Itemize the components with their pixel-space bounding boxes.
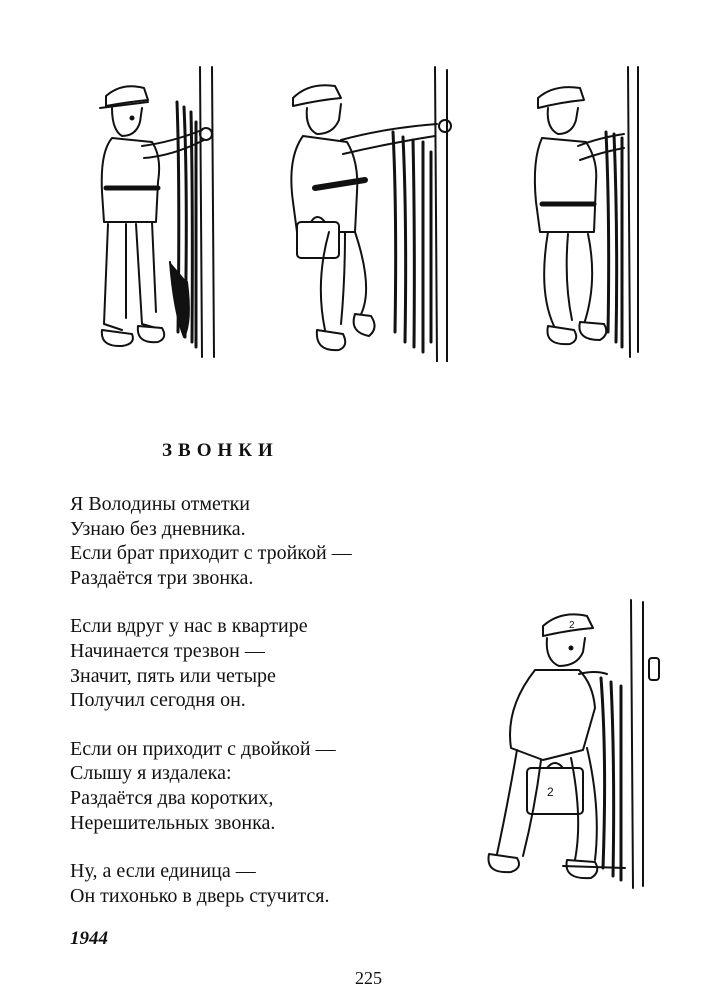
- poem-line: Слышу я издалека:: [70, 762, 232, 785]
- boy-knocking-quietly-illustration: [483, 598, 683, 890]
- svg-text:2: 2: [569, 620, 575, 631]
- poem-line: Нерешительных звонка.: [70, 811, 276, 834]
- svg-text:2: 2: [547, 785, 554, 799]
- poem-line: Получил сегодня он.: [70, 689, 246, 712]
- page-number: 225: [355, 968, 382, 988]
- poem-line: Ну, а если единица —: [70, 860, 256, 883]
- stanza: [70, 614, 352, 712]
- poem-body: [70, 492, 352, 932]
- stanza: [70, 859, 352, 908]
- boy-pressing-bell-illustration: [528, 62, 643, 362]
- poem-line: Он тихонько в дверь стучится.: [70, 884, 330, 907]
- poem-line: Я Володины отметки: [70, 493, 251, 515]
- poem-line: Узнаю без дневника.: [70, 517, 246, 540]
- poem-line: Значит, пять или четыре: [70, 664, 276, 687]
- boy-ringing-doorbell-illustration: [92, 62, 227, 362]
- poem-title: ЗВОНКИ: [162, 440, 279, 461]
- stanza: [70, 737, 352, 835]
- poem-line: Если брат приходит с тройкой —: [70, 542, 352, 565]
- poem-line: Раздаётся три звонка.: [70, 566, 254, 589]
- poem-line: Раздаётся два коротких,: [70, 786, 274, 809]
- poem-line: Если он приходит с двойкой —: [70, 737, 336, 760]
- stanza: [70, 492, 352, 590]
- boy-knocking-door-illustration: [285, 62, 460, 362]
- poem-year: 1944: [70, 928, 108, 949]
- poem-line: Если вдруг у нас в квартире: [70, 615, 308, 638]
- poem-line: Начинается трезвон —: [70, 639, 265, 662]
